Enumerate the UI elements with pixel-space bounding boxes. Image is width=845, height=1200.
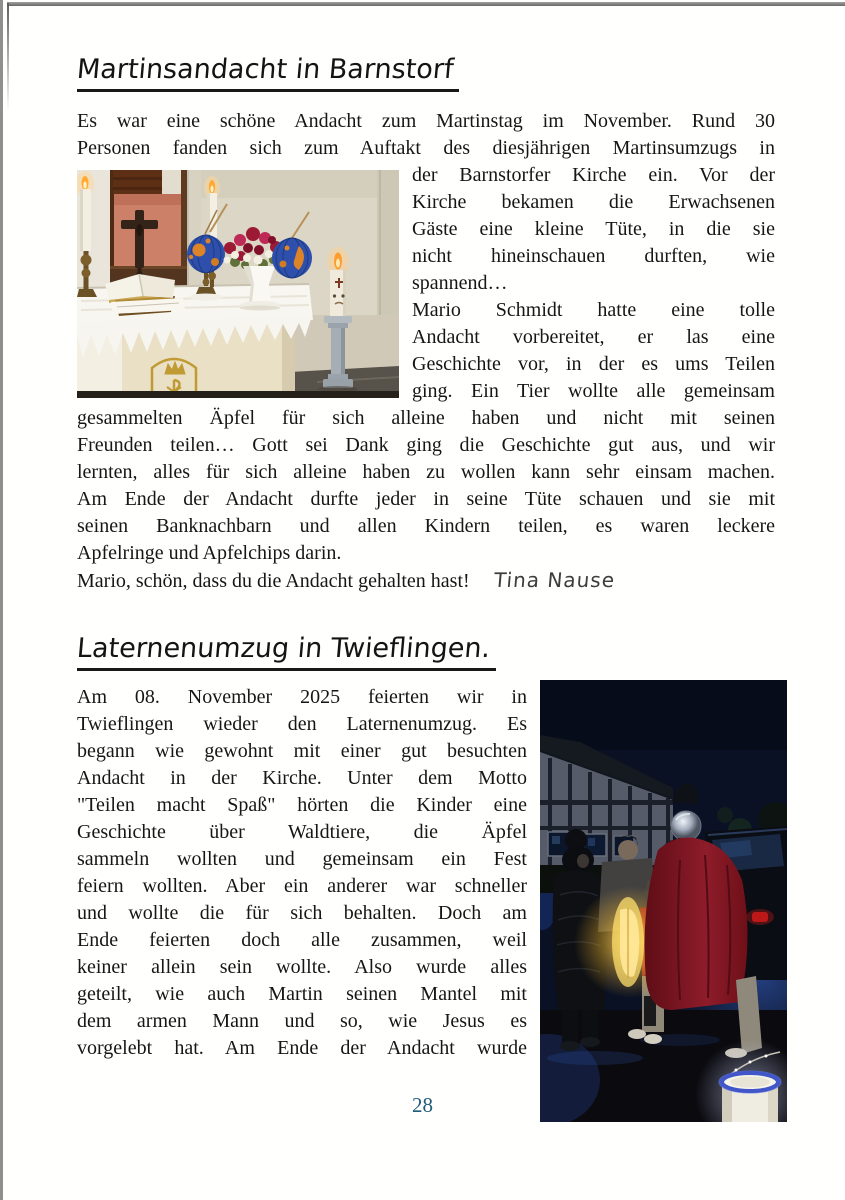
lantern-procession-photo [540, 680, 787, 1122]
scan-edge-corner [7, 3, 9, 111]
body-line: Twieflingen wieder den Laternenumzug. Es [77, 712, 527, 735]
altar-photo [77, 170, 399, 398]
body-line: "Teilen macht Spaß" hörten die Kinder eine [77, 793, 527, 816]
page-content [77, 53, 787, 1122]
body-line: gesammelten Äpfel für sich alleine haben und nicht mit seinen [77, 406, 775, 429]
body-line: Andacht in der Kirche. Unter dem Motto [77, 766, 527, 789]
section2-heading [77, 632, 496, 671]
body-line: Andacht vorbereitet, er las eine [412, 325, 775, 348]
body-line: und wollte die für sich behalten. Doch am [77, 901, 527, 924]
body-line: dem armen Mann und so, wie Jesus es [77, 1009, 527, 1032]
body-line: Gäste eine kleine Tüte, in die sie [412, 217, 775, 240]
body-line: ging. Ein Tier wollte alle gemeinsam [412, 379, 775, 402]
body-line: Personen fanden sich zum Auftakt des diesjährigen Martinsumzugs in [77, 136, 775, 159]
body-line: Es war eine schöne Andacht zum Martinstag im November. Rund 30 [77, 109, 775, 132]
page-number: 28 [412, 1093, 433, 1117]
section1-heading-text: Martinsandacht in Barnstorf [75, 54, 455, 85]
body-line: Mario Schmidt hatte eine tolle [412, 298, 775, 321]
body-line: lernten, alles für sich alleine haben zu wollen kann sehr einsam machen. [77, 460, 775, 483]
body-line: der Barnstorfer Kirche ein. Vor der [412, 163, 775, 186]
body-line: vorgelebt hat. Am Ende der Andacht wurde [77, 1036, 527, 1059]
scan-edge-left [0, 0, 3, 1200]
body-line: Ende feierten doch alle zusammen, weil [77, 928, 527, 951]
body-line: keiner allein sein wollte. Also wurde alles [77, 955, 527, 978]
body-line: spannend… [412, 271, 508, 294]
body-line: geteilt, wie auch Martin seinen Mantel mit [77, 982, 527, 1005]
body-line: Am Ende der Andacht durfte jeder in seine Tüte schauen und sie mit [77, 487, 775, 510]
body-line: Am 08. November 2025 feierten wir in [77, 685, 527, 708]
section2-heading-text: Laternenumzug in Twieflingen. [75, 632, 492, 664]
body-line: seinen Banknachbarn und allen Kindern teilen, es waren leckere [77, 514, 775, 537]
body-line: Geschichte vor, in der es ums Teilen [412, 352, 775, 375]
body-line: nicht hineinschauen durften, wie [412, 244, 775, 267]
section2-body [77, 684, 787, 1062]
body-line: begann wie gewohnt mit einer gut besuchten [77, 739, 527, 762]
body-line: Kirche bekamen die Erwachsenen [412, 190, 775, 213]
body-line: Apfelringe und Apfelchips darin. [77, 541, 342, 564]
scan-edge-top [7, 2, 845, 6]
body-line: Geschichte über Waldtiere, die Äpfel [77, 820, 527, 843]
section1-body [77, 108, 775, 595]
body-line: sammeln wollten und gemeinsam ein Fest [77, 847, 527, 870]
body-line: Freunden teilen… Gott sei Dank ging die Geschichte gut aus, und wir [77, 433, 775, 456]
section1-heading [77, 53, 459, 92]
body-line: feiern wollten. Aber ein anderer war schneller [77, 874, 527, 897]
closing-line [77, 567, 775, 595]
author-signature: Tina Nause [492, 567, 616, 592]
closing-text: Mario, schön, dass du die Andacht gehalten hast! [77, 569, 470, 592]
